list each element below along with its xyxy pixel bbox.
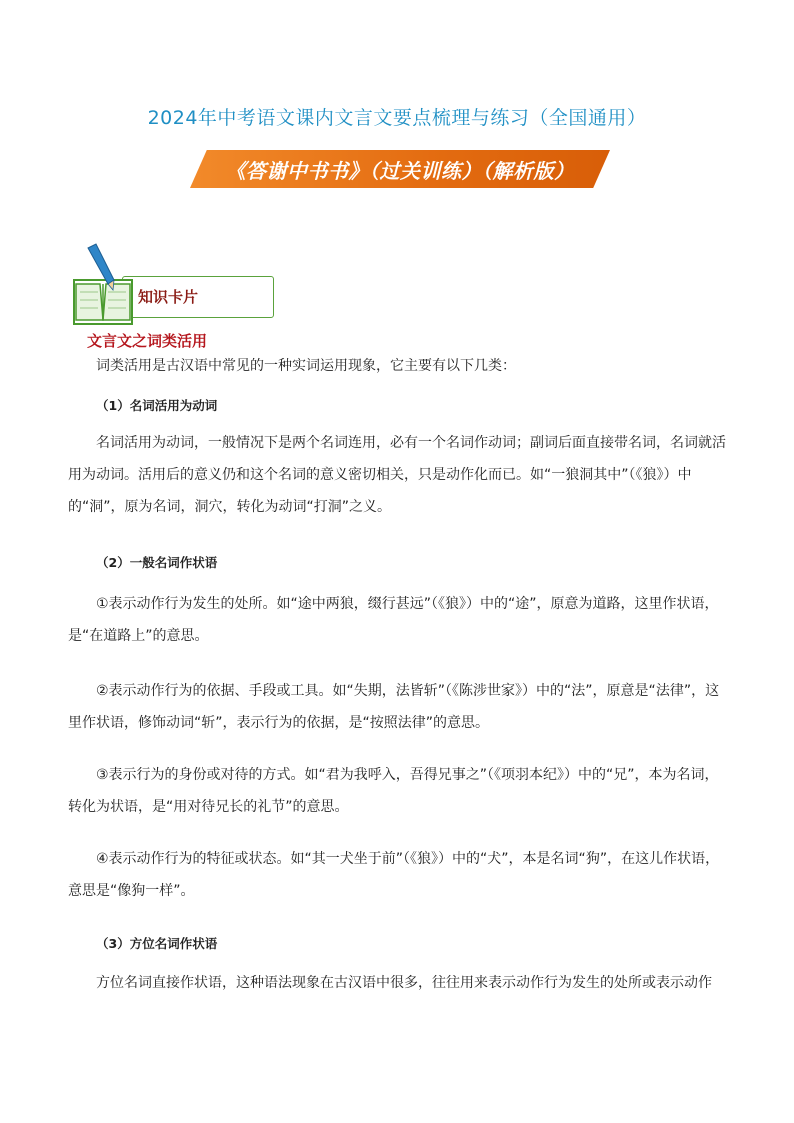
open-book-pencil-icon <box>70 240 140 328</box>
paragraph-6: 方位名词直接作状语，这种语法现象在古汉语中很多，往往用来表示动作行为发生的处所或表示动作 <box>96 975 712 991</box>
page-title: 2024年中考语文课内文言文要点梳理与练习（全国通用） <box>147 107 647 129</box>
subheading-1: （1）名词活用为动词 <box>96 398 218 413</box>
paragraph-2: ①表示动作行为发生的处所。如“途中两狼，缀行甚远”（《狼》）中的“途”，原意为道路，这里作状语，是“在道路上”的意思。 <box>68 596 719 644</box>
section-heading: 文言文之词类活用 <box>87 332 208 350</box>
paragraph-4: ③表示行为的身份或对待的方式。如“君为我呼入，吾得兄事之”（《项羽本纪》）中的“兄”，本为名词，转化为状语，是“用对待兄长的礼节”的意思。 <box>68 767 719 815</box>
subheading-2: （2）一般名词作状语 <box>96 555 218 570</box>
subheading-3: （3）方位名词作状语 <box>96 936 218 951</box>
paragraph-3: ②表示动作行为的依据、手段或工具。如“失期，法皆斩”（《陈涉世家》）中的“法”，原意是“法律”，这里作状语，修饰动词“斩”，表示行为的依据，是“按照法律”的意思。 <box>68 683 720 731</box>
title-banner <box>190 150 610 188</box>
intro-paragraph: 词类活用是古汉语中常见的一种实词运用现象，它主要有以下几类： <box>96 358 516 374</box>
paragraph-1: 名词活用为动词，一般情况下是两个名词连用，必有一个名词作动词；副词后面直接带名词，名词就活用为动词。活用后的意义仍和这个名词的意义密切相关，只是动作化而已。如“一狼洞其中”（《狼》）中的“洞”，原为名词，洞穴，转化为动词“打洞”之义。 <box>68 435 726 515</box>
knowledge-card <box>70 240 220 328</box>
paragraph-5: ④表示动作行为的特征或状态。如“其一犬坐于前”（《狼》）中的“犬”，本是名词“狗”，在这儿作状语，意思是“像狗一样”。 <box>68 851 720 899</box>
card-label: 知识卡片 <box>138 288 199 306</box>
banner-text: 《答谢中书书》（过关训练）（解析版） <box>225 158 575 183</box>
